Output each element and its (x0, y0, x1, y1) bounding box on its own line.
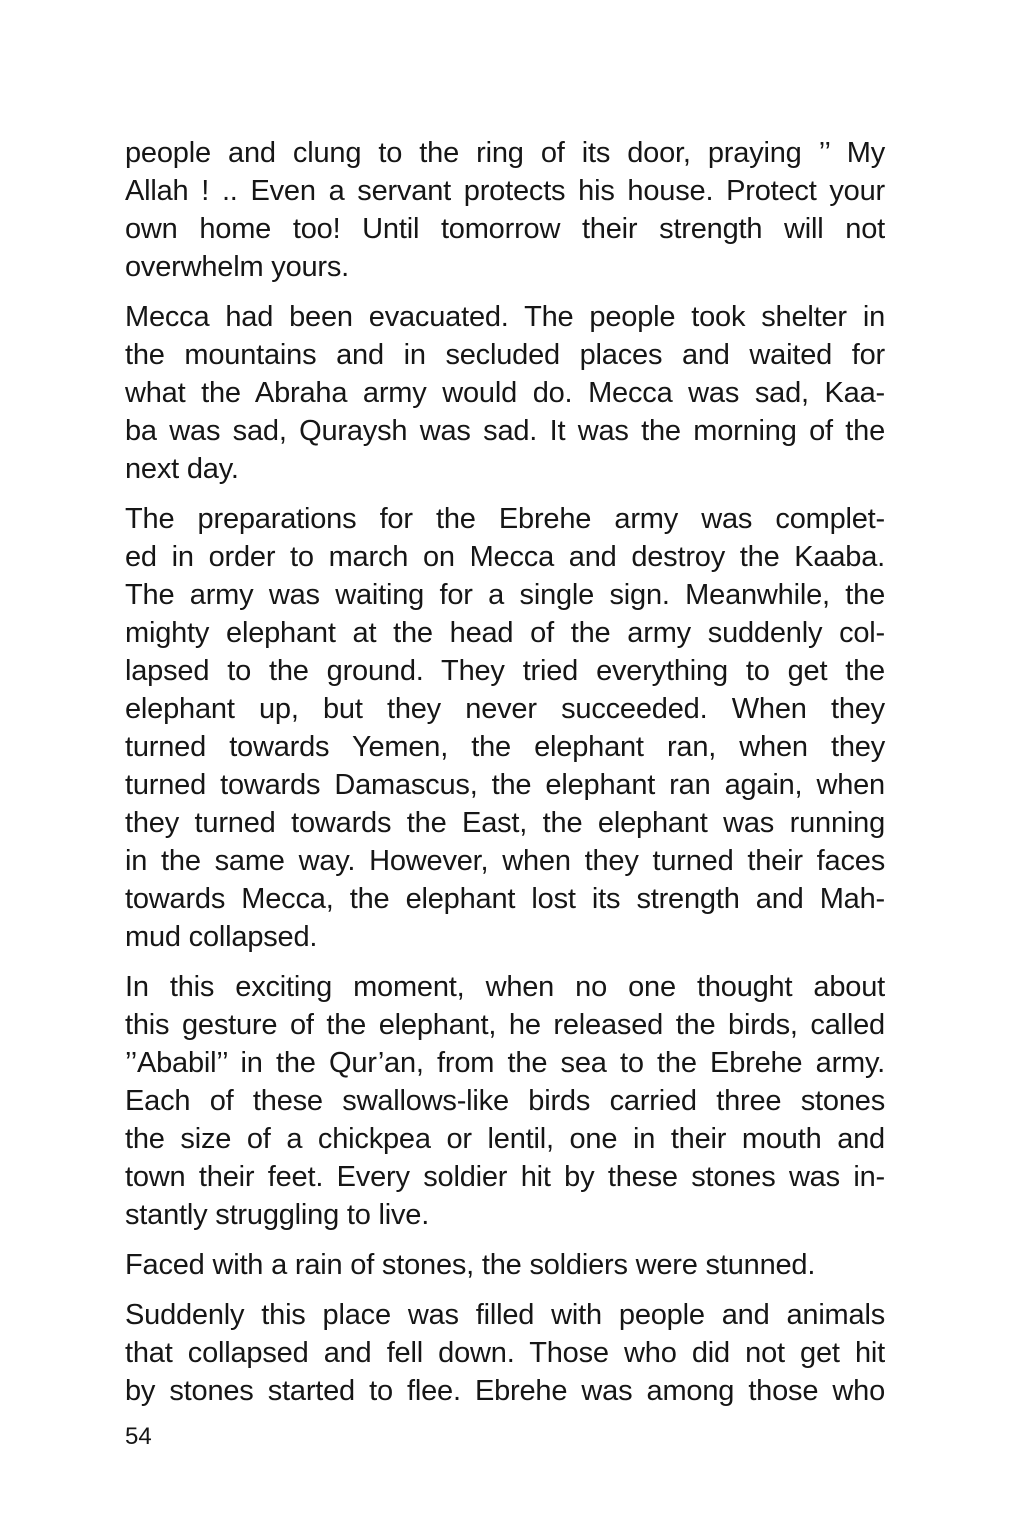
text-line: Each of these swallows-like birds carried three stones (125, 1085, 885, 1117)
paragraph (125, 134, 885, 286)
page-number: 54 (125, 1423, 152, 1450)
text-line: Faced with a rain of stones, the soldiers were stunned. (125, 1249, 816, 1281)
text-line: towards Mecca, the elephant lost its strength and Mah- (125, 883, 885, 915)
paragraph (125, 298, 885, 488)
text-line: lapsed to the ground. They tried everything to get the (125, 655, 885, 687)
text-line: The army was waiting for a single sign. Meanwhile, the (125, 579, 885, 611)
text-line: Mecca had been evacuated. The people took shelter in (125, 301, 885, 333)
text-line: ba was sad, Quraysh was sad. It was the morning of the (125, 415, 885, 447)
text-line: what the Abraha army would do. Mecca was sad, Kaa- (125, 377, 885, 409)
text-line: people and clung to the ring of its door, praying ’’ My (125, 137, 885, 169)
text-line: next day. (125, 453, 239, 485)
text-line: elephant up, but they never succeeded. When they (125, 693, 885, 725)
text-line: in the same way. However, when they turned their faces (125, 845, 885, 877)
text-line: In this exciting moment, when no one thought about (125, 971, 885, 1003)
text-line: stantly struggling to live. (125, 1199, 430, 1231)
text-line: ed in order to march on Mecca and destroy the Kaaba. (125, 541, 885, 573)
text-line: this gesture of the elephant, he released the birds, called (125, 1009, 885, 1041)
text-line: mud collapsed. (125, 921, 318, 953)
text-line: they turned towards the East, the elephant was running (125, 807, 885, 839)
paragraph (125, 1246, 885, 1284)
text-line: mighty elephant at the head of the army suddenly col- (125, 617, 885, 649)
text-line: town their feet. Every soldier hit by these stones was in- (125, 1161, 885, 1193)
text-line: by stones started to flee. Ebrehe was among those who (125, 1375, 885, 1407)
paragraph (125, 1296, 885, 1410)
text-line: turned towards Yemen, the elephant ran, when they (125, 731, 885, 763)
body-text (125, 134, 885, 1410)
text-line: own home too! Until tomorrow their strength will not (125, 213, 885, 245)
text-line: turned towards Damascus, the elephant ran again, when (125, 769, 885, 801)
text-line: The preparations for the Ebrehe army was complet- (125, 503, 885, 535)
text-line: Suddenly this place was filled with people and animals (125, 1299, 885, 1331)
text-line: ’’Ababil’’ in the Qur’an, from the sea to the Ebrehe army. (125, 1047, 885, 1079)
text-line: the size of a chickpea or lentil, one in their mouth and (125, 1123, 885, 1155)
paragraph (125, 968, 885, 1234)
paragraph (125, 500, 885, 956)
text-line: the mountains and in secluded places and waited for (125, 339, 885, 371)
text-line: overwhelm yours. (125, 251, 350, 283)
text-line: Allah ! .. Even a servant protects his house. Protect your (125, 175, 885, 207)
text-line: that collapsed and fell down. Those who did not get hit (125, 1337, 885, 1369)
